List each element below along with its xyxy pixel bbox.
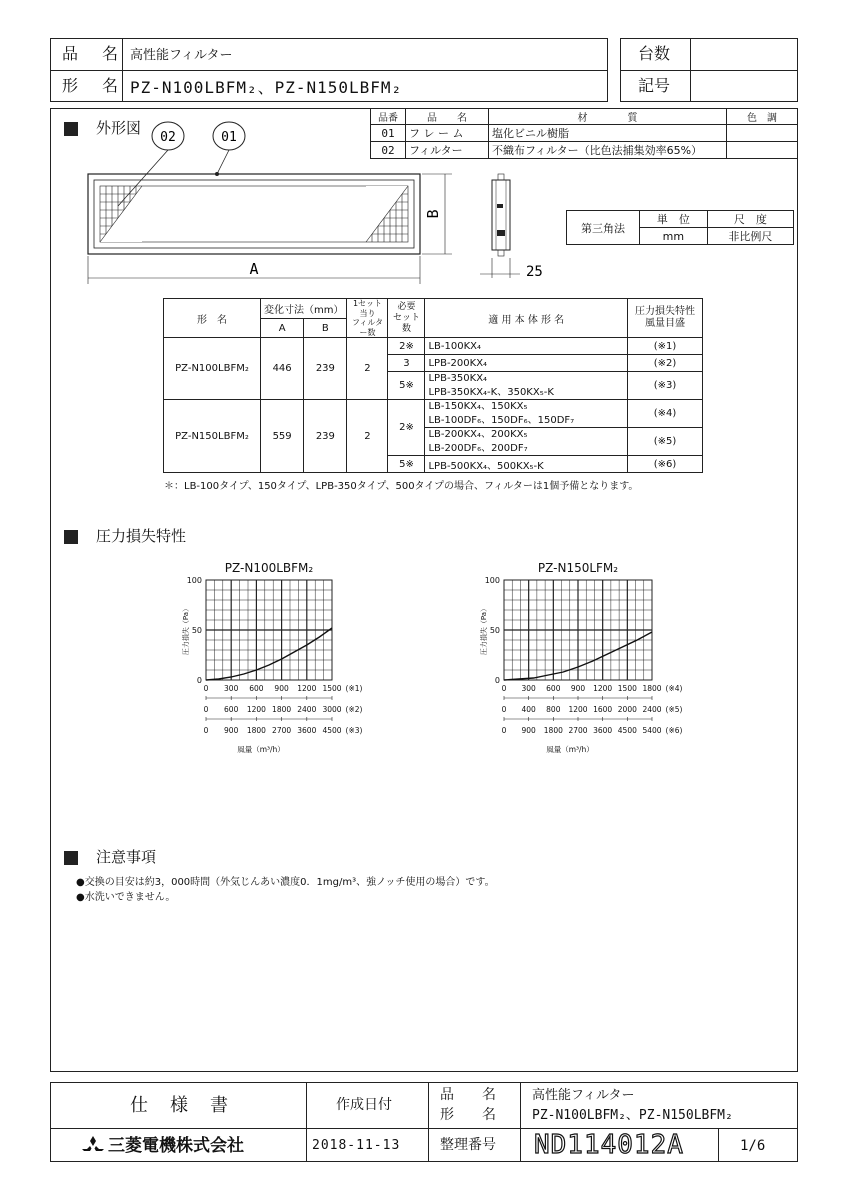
- x-tick-label: 1200: [246, 705, 266, 714]
- x-tick-label: 1800: [642, 684, 662, 693]
- y-tick-label: 0: [494, 676, 500, 685]
- parts-header-name: 品 名: [406, 109, 489, 125]
- y-tick-label: 100: [186, 576, 202, 585]
- y-tick-label: 50: [489, 626, 500, 635]
- y-axis-label: 圧力損失（Pa）: [182, 604, 190, 656]
- x-scale-note: (※1): [345, 684, 363, 693]
- spec-note: (※4): [628, 400, 703, 428]
- x-tick-label: 2400: [642, 705, 662, 714]
- spec-header-sets: 必要 セット数: [388, 299, 425, 338]
- x-tick-label: 2000: [617, 705, 637, 714]
- x-tick-label: 600: [546, 684, 561, 693]
- x-tick-label: 300: [224, 684, 239, 693]
- parts-header-no: 品番: [371, 109, 406, 125]
- x-tick-label: 900: [570, 684, 586, 693]
- x-tick-label: 900: [224, 726, 239, 735]
- doc-type: 仕 様 書: [130, 1095, 230, 1116]
- spec-body: LPB-500KX₄、500KX₅-K: [425, 456, 628, 473]
- x-tick-label: 4500: [322, 726, 342, 735]
- x-tick-label: 3000: [322, 705, 342, 714]
- x-tick-label: 1200: [593, 684, 613, 693]
- chart-title: PZ-N100LBFM₂: [224, 561, 314, 575]
- x-tick-label: 600: [224, 705, 239, 714]
- x-tick-label: 600: [249, 684, 264, 693]
- y-tick-label: 0: [196, 676, 202, 685]
- spec-sets: 5※: [388, 372, 425, 400]
- x-tick-label: 900: [274, 684, 289, 693]
- note-item: ●水洗いできません。: [76, 892, 176, 903]
- section-marker-icon: [64, 530, 78, 544]
- x-tick-label: 300: [521, 684, 536, 693]
- x-tick-label: 0: [501, 726, 507, 735]
- spec-body: LB-100KX₄: [425, 338, 628, 355]
- seiri-label: 整理番号: [440, 1137, 496, 1153]
- table-row: [164, 338, 703, 355]
- x-tick-label: 4500: [617, 726, 637, 735]
- spec-sets: 3: [388, 355, 425, 372]
- x-scale-note: (※6): [665, 726, 683, 735]
- parts-row-name: フィルター: [406, 142, 489, 159]
- spec-header-pressure: 圧力損失特性 風量目盛: [628, 299, 703, 338]
- x-axis-label: 風量（m³/h）: [546, 745, 594, 754]
- x-scale-note: (※5): [665, 705, 683, 714]
- x-tick-label: 1600: [593, 705, 613, 714]
- spec-model: PZ-N100LBFM₂: [164, 338, 261, 400]
- outline-section-title: 外形図: [96, 119, 142, 137]
- projection-table: [566, 210, 794, 245]
- katamei-label: 形 名: [62, 76, 123, 95]
- spec-note: (※2): [628, 355, 703, 372]
- hinmei-label: 品 名: [62, 44, 123, 63]
- spec-note: (※3): [628, 372, 703, 400]
- chart-left: [160, 556, 400, 756]
- company-name: 三菱電機株式会社: [108, 1136, 244, 1156]
- x-tick-label: 1800: [543, 726, 563, 735]
- section-marker-icon: [64, 851, 78, 865]
- parts-row-color: [727, 142, 798, 159]
- spec-sets: 2※: [388, 400, 425, 456]
- x-axis-label: 風量（m³/h）: [237, 745, 285, 754]
- spec-sets: 2※: [388, 338, 425, 355]
- x-tick-label: 0: [203, 726, 209, 735]
- footer-hinmei-label: 品 名: [440, 1087, 496, 1103]
- x-tick-label: 400: [521, 705, 536, 714]
- x-tick-label: 2700: [568, 726, 588, 735]
- footer-katamei-value: PZ-N100LBFM₂、PZ-N150LBFM₂: [532, 1108, 733, 1123]
- created-value: 2018-11-13: [312, 1138, 401, 1153]
- mitsubishi-logo-icon: [82, 1136, 104, 1156]
- y-tick-label: 100: [484, 576, 500, 585]
- x-tick-label: 0: [501, 684, 507, 693]
- parts-row-material: 不織布フィルター（比色法捕集効率65%）: [489, 142, 727, 159]
- spec-header-a: A: [261, 318, 304, 338]
- x-tick-label: 5400: [642, 726, 662, 735]
- chart-title: PZ-N150LFM₂: [537, 561, 619, 575]
- x-tick-label: 800: [546, 705, 561, 714]
- x-scale-note: (※2): [345, 705, 363, 714]
- x-tick-label: 1800: [272, 705, 292, 714]
- dim-depth-label: 25: [526, 264, 543, 280]
- spec-footnote: ＊：LB-100タイプ、150タイプ、LPB-350タイプ、500タイプの場合、フィルターは1個予備となります。: [164, 481, 639, 492]
- pressure-section-title: 圧力損失特性: [96, 527, 187, 545]
- x-tick-label: 1500: [322, 684, 342, 693]
- daisu-label: 台数: [638, 44, 671, 63]
- dim-a-label: A: [249, 260, 259, 278]
- page-number: 1/6: [740, 1138, 766, 1154]
- spec-sets: 5※: [388, 456, 425, 473]
- section-marker-icon: [64, 122, 78, 136]
- spec-body: LB-200KX₄、200KX₅ LB-200DF₆、200DF₇: [425, 428, 628, 456]
- x-scale-note: (※4): [665, 684, 683, 693]
- unit-label: 単 位: [640, 211, 708, 228]
- parts-row-name: フ レ ー ム: [406, 125, 489, 142]
- x-tick-label: 2700: [272, 726, 292, 735]
- seiri-number: ND114012A: [534, 1130, 684, 1160]
- x-tick-label: 1500: [617, 684, 637, 693]
- parts-header-material: 材 質: [489, 109, 727, 125]
- chart-right: [458, 556, 708, 756]
- katamei-value: PZ-N100LBFM₂、PZ-N150LBFM₂: [130, 78, 403, 97]
- spec-note: (※1): [628, 338, 703, 355]
- spec-b: 239: [304, 338, 347, 400]
- parts-row-no: 02: [371, 142, 406, 159]
- x-tick-label: 1800: [246, 726, 266, 735]
- spec-header-per-set: 1セット当り フィルター数: [347, 299, 388, 338]
- callout-02-label: 02: [160, 130, 176, 145]
- x-tick-label: 3600: [297, 726, 317, 735]
- dim-b-label: B: [424, 209, 442, 219]
- spec-a: 446: [261, 338, 304, 400]
- spec-body: LB-150KX₄、150KX₅ LB-100DF₆、150DF₆、150DF₇: [425, 400, 628, 428]
- x-tick-label: 0: [203, 705, 209, 714]
- x-tick-label: 900: [521, 726, 536, 735]
- spec-body: LPB-350KX₄ LPB-350KX₄-K、350KX₅-K: [425, 372, 628, 400]
- y-axis-label: 圧力損失（Pa）: [480, 604, 488, 656]
- footer-katamei-label: 形 名: [440, 1107, 496, 1123]
- spec-b: 239: [304, 400, 347, 473]
- spec-header-model: 形 名: [164, 299, 261, 338]
- x-scale-note: (※3): [345, 726, 363, 735]
- projection-method: 第三角法: [567, 211, 640, 245]
- spec-model: PZ-N150LBFM₂: [164, 400, 261, 473]
- spec-per-set: 2: [347, 400, 388, 473]
- callout-01-label: 01: [221, 130, 237, 145]
- x-tick-label: 1200: [568, 705, 588, 714]
- unit-value: mm: [640, 228, 708, 245]
- spec-header-dims: 変化寸法（mm）: [261, 299, 347, 319]
- note-item: ●交換の目安は約3，000時間（外気じんあい濃度0．1mg/m³、強ノッチ使用の場合）です。: [76, 877, 495, 888]
- created-label: 作成日付: [336, 1097, 392, 1113]
- spec-header-body: 適 用 本 体 形 名: [425, 299, 628, 338]
- x-tick-label: 1200: [297, 684, 317, 693]
- footer-hinmei-value: 高性能フィルター: [532, 1088, 635, 1103]
- parts-row-material: 塩化ビニル樹脂: [489, 125, 727, 142]
- x-tick-label: 0: [203, 684, 209, 693]
- x-tick-label: 2400: [297, 705, 317, 714]
- table-row: [164, 400, 703, 428]
- parts-header-color: 色 調: [727, 109, 798, 125]
- notes-title: 注意事項: [96, 848, 157, 866]
- x-tick-label: 3600: [593, 726, 613, 735]
- hinmei-value: 高性能フィルター: [130, 48, 233, 63]
- spec-note: (※5): [628, 428, 703, 456]
- spec-per-set: 2: [347, 338, 388, 400]
- spec-note: (※6): [628, 456, 703, 473]
- outline-drawing: [80, 118, 560, 298]
- spec-table: [163, 298, 703, 473]
- scale-label: 尺 度: [707, 211, 793, 228]
- parts-row-color: [727, 125, 798, 142]
- scale-value: 非比例尺: [707, 228, 793, 245]
- spec-body: LPB-200KX₄: [425, 355, 628, 372]
- kigo-label: 記号: [638, 76, 671, 95]
- series-line: [206, 628, 332, 680]
- y-tick-label: 50: [191, 626, 202, 635]
- x-tick-label: 0: [501, 705, 507, 714]
- spec-a: 559: [261, 400, 304, 473]
- parts-row-no: 01: [371, 125, 406, 142]
- spec-header-b: B: [304, 318, 347, 338]
